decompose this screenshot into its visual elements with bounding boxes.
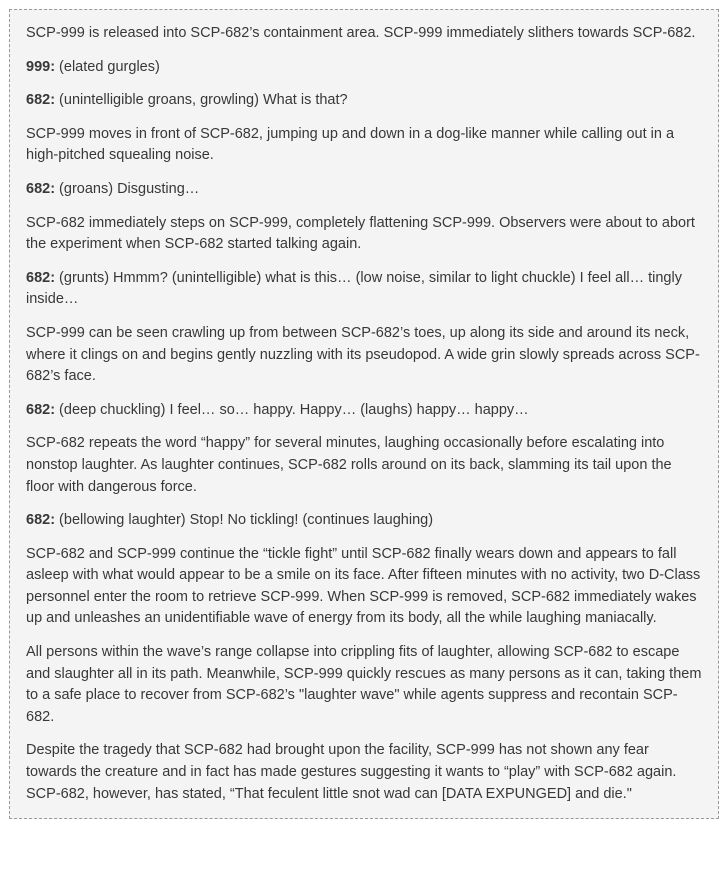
narration-text: SCP-682 immediately steps on SCP-999, completely flattening SCP-999. Observers were about to abort the experiment when SCP-682 started talking again. <box>26 214 695 253</box>
speaker-label: 999: <box>26 58 56 75</box>
speaker-label: 682: <box>26 180 56 197</box>
narration-text: SCP-682 repeats the word “happy” for several minutes, laughing occasionally before escalating into nonstop laughter. As laughter continues, SCP-682 rolls around on its back, slamming its tail upon the floor with dangerous force. <box>26 435 672 495</box>
narration-paragraph <box>26 642 702 728</box>
narration-text: All persons within the wave’s range collapse into crippling fits of laughter, allowing SCP-682 to escape and slaughter all in its path. Meanwhile, SCP-999 quickly rescues as many persons as it can, taking them to a safe place to recover from SCP-682’s "laughter wave" while agents suppress and recontain SCP-682. <box>26 644 702 725</box>
dialogue-text: (grunts) Hmmm? (unintelligible) what is this… (low noise, similar to light chuckle) I feel all… tingly inside… <box>26 269 682 308</box>
dialogue-text: (bellowing laughter) Stop! No tickling! (continues laughing) <box>55 512 434 529</box>
dialogue-text: (deep chuckling) I feel… so… happy. Happy… (laughs) happy… happy… <box>55 401 529 418</box>
experiment-log-blockquote <box>9 9 719 819</box>
dialogue-text: (elated gurgles) <box>55 58 160 75</box>
narration-paragraph <box>26 544 702 630</box>
speaker-label: 682: <box>26 92 56 109</box>
narration-text: SCP-999 can be seen crawling up from between SCP-682’s toes, up along its side and around its neck, where it clings on and begins gently nuzzling with its pseudopod. A wide grin slowly spreads across SCP-682’s face. <box>26 324 700 385</box>
narration-text: Despite the tragedy that SCP-682 had brought upon the facility, SCP-999 has not shown any fear towards the creature and in fact has made gestures suggesting it wants to “play” with SCP-682 again. SCP-682, however, has stated, “That feculent little snot wad can [DATA EXPUNGED] and die." <box>26 742 677 802</box>
dialogue-paragraph <box>26 268 702 311</box>
dialogue-text: (unintelligible groans, growling) What is that? <box>55 92 348 109</box>
dialogue-paragraph <box>26 90 702 112</box>
narration-text: SCP-999 moves in front of SCP-682, jumping up and down in a dog-like manner while calling out in a high-pitched squealing noise. <box>26 125 675 164</box>
page <box>0 9 728 819</box>
dialogue-paragraph <box>26 179 702 201</box>
speaker-label: 682: <box>26 401 56 418</box>
speaker-label: 682: <box>26 269 56 286</box>
narration-paragraph <box>26 740 702 805</box>
narration-paragraph <box>26 124 702 167</box>
speaker-label: 682: <box>26 512 56 529</box>
dialogue-text: (groans) Disgusting… <box>55 180 200 197</box>
narration-text: SCP-999 is released into SCP-682’s containment area. SCP-999 immediately slithers towards SCP-682. <box>26 25 696 41</box>
narration-text: SCP-682 and SCP-999 continue the “tickle fight” until SCP-682 finally wears down and appears to fall asleep with what would appear to be a smile on its face. After fifteen minutes with no activity, two D-Class personnel enter the room to retrieve SCP-999. When SCP-999 is removed, SCP-682 immediately wakes up and unleashes an unidentifiable wave of energy from its body, all the while laughing maniacally. <box>26 545 701 627</box>
narration-paragraph <box>26 433 702 498</box>
dialogue-paragraph <box>26 57 702 79</box>
narration-paragraph <box>26 23 702 45</box>
narration-paragraph <box>26 323 702 388</box>
dialogue-paragraph <box>26 400 702 422</box>
narration-paragraph <box>26 213 702 256</box>
dialogue-paragraph <box>26 510 702 532</box>
